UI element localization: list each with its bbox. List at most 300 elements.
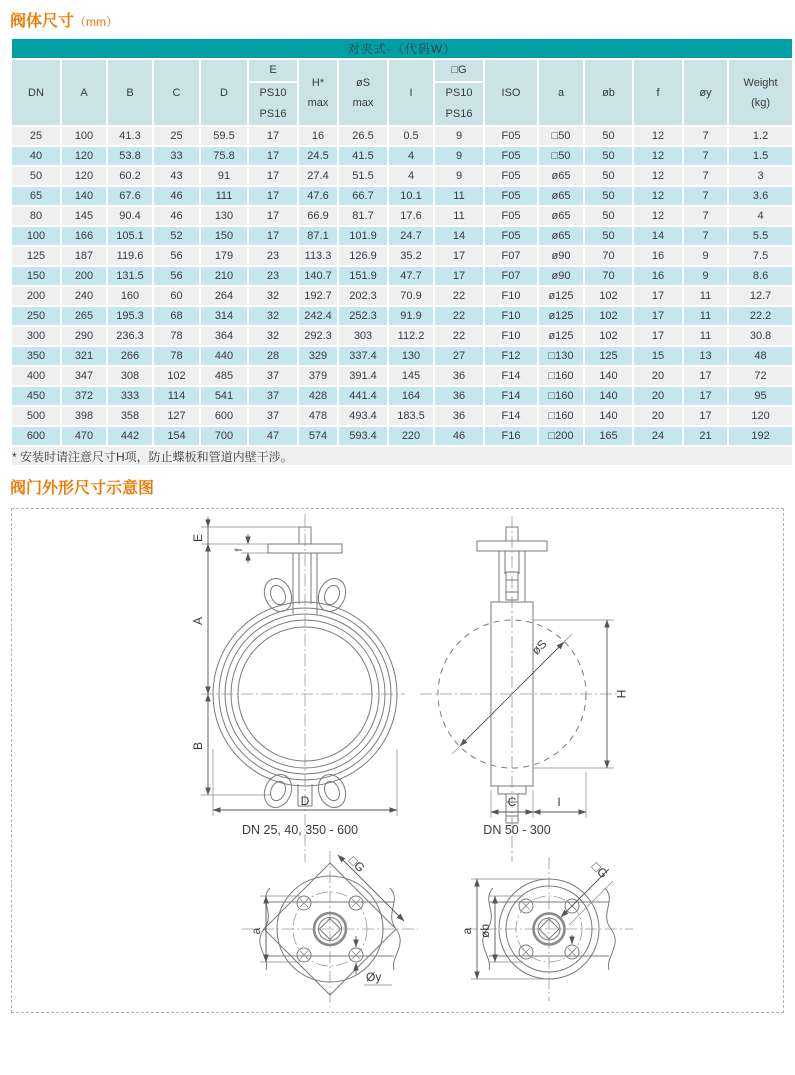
col-header-weight: Weight (kg) <box>728 59 793 126</box>
dimensions-table <box>10 37 794 467</box>
table-cell: 50 <box>584 126 633 146</box>
table-cell: 252.3 <box>338 306 388 326</box>
table-cell: 24.7 <box>388 226 434 246</box>
table-cell: 17 <box>683 386 728 406</box>
col-header-c: C <box>153 59 200 126</box>
table-cell: 46 <box>153 206 200 226</box>
table-cell: 78 <box>153 346 200 366</box>
col-header-i: I <box>388 59 434 126</box>
table-cell: ø65 <box>538 206 584 226</box>
table-cell: 111 <box>200 186 248 206</box>
table-cell: F10 <box>484 286 538 306</box>
table-cell: 12 <box>633 206 683 226</box>
table-cell: 52 <box>153 226 200 246</box>
table-cell: 47.6 <box>298 186 338 206</box>
table-cell: 119.6 <box>107 246 153 266</box>
table-cell: 183.5 <box>388 406 434 426</box>
table-cell: ø125 <box>538 306 584 326</box>
dim-label-os: øS <box>528 636 550 658</box>
table-cell: 187 <box>61 246 107 266</box>
table-cell: 50 <box>584 226 633 246</box>
table-cell: 102 <box>584 286 633 306</box>
table-cell: 50 <box>11 166 61 186</box>
table-cell: 56 <box>153 266 200 286</box>
table-cell: □50 <box>538 126 584 146</box>
table-cell: 47.7 <box>388 266 434 286</box>
table-cell: 8.6 <box>728 266 793 286</box>
table-cell: 398 <box>61 406 107 426</box>
table-cell: 192 <box>728 426 793 446</box>
table-row <box>11 206 793 226</box>
table-cell: 67.6 <box>107 186 153 206</box>
table-cell: 264 <box>200 286 248 306</box>
table-cell: 3.6 <box>728 186 793 206</box>
col-header-a2: a <box>538 59 584 126</box>
table-cell: 126.9 <box>338 246 388 266</box>
table-cell: ø65 <box>538 166 584 186</box>
table-cell: F14 <box>484 386 538 406</box>
table-cell: F05 <box>484 166 538 186</box>
table-cell: F07 <box>484 246 538 266</box>
table-cell: 22.2 <box>728 306 793 326</box>
col-header-b: B <box>107 59 153 126</box>
col-header-os-max: øS max <box>338 59 388 126</box>
table-cell: 46 <box>434 426 484 446</box>
table-cell: 7 <box>683 186 728 206</box>
table-cell: 210 <box>200 266 248 286</box>
table-cell: 4 <box>388 146 434 166</box>
dim-label-a: A <box>191 616 205 626</box>
table-cell: 91 <box>200 166 248 186</box>
table-cell: 593.4 <box>338 426 388 446</box>
table-cell: 27.4 <box>298 166 338 186</box>
table-cell: 12 <box>633 166 683 186</box>
table-row <box>11 166 793 186</box>
table-cell: F05 <box>484 146 538 166</box>
table-cell: 11 <box>434 186 484 206</box>
table-cell: ø90 <box>538 266 584 286</box>
table-cell: 32 <box>248 306 298 326</box>
table-cell: 600 <box>11 426 61 446</box>
table-row <box>11 326 793 346</box>
table-cell: 23 <box>248 266 298 286</box>
table-cell: 120 <box>61 146 107 166</box>
table-cell: 347 <box>61 366 107 386</box>
table-cell: 50 <box>584 146 633 166</box>
table-cell: 9 <box>434 146 484 166</box>
table-cell: 364 <box>200 326 248 346</box>
table-row <box>11 186 793 206</box>
table-cell: 478 <box>298 406 338 426</box>
table-row <box>11 126 793 146</box>
table-cell: 400 <box>11 366 61 386</box>
col-header-h-max: H* max <box>298 59 338 126</box>
table-cell: ø65 <box>538 226 584 246</box>
table-cell: 14 <box>633 226 683 246</box>
table-cell: □160 <box>538 406 584 426</box>
table-body <box>11 126 793 446</box>
table-note: * 安装时请注意尺寸H项，防止蝶板和管道内壁干涉。 <box>11 446 793 466</box>
dim-label-g2: □G <box>589 859 611 881</box>
table-cell: 7 <box>683 166 728 186</box>
table-cell: 46 <box>153 186 200 206</box>
table-cell: 5.5 <box>728 226 793 246</box>
table-cell: 100 <box>11 226 61 246</box>
table-cell: F10 <box>484 306 538 326</box>
table-cell: 24 <box>633 426 683 446</box>
table-cell: 700 <box>200 426 248 446</box>
table-cell: 130 <box>200 206 248 226</box>
table-cell: 10.1 <box>388 186 434 206</box>
table-cell: ø90 <box>538 246 584 266</box>
front-view-caption: DN 25, 40, 350 - 600 <box>241 823 359 837</box>
table-cell: 17 <box>633 286 683 306</box>
table-cell: 37 <box>248 406 298 426</box>
table-cell: 600 <box>200 406 248 426</box>
table-cell: 7 <box>683 146 728 166</box>
table-row <box>11 226 793 246</box>
table-cell: 166 <box>61 226 107 246</box>
table-cell: 179 <box>200 246 248 266</box>
table-cell: 202.3 <box>338 286 388 306</box>
table-cell: 51.5 <box>338 166 388 186</box>
table-cell: 91.9 <box>388 306 434 326</box>
table-cell: 11 <box>683 306 728 326</box>
table-cell: 120 <box>728 406 793 426</box>
table-cell: 35.2 <box>388 246 434 266</box>
table-cell: 17 <box>434 246 484 266</box>
col-header-dn: DN <box>11 59 61 126</box>
table-cell: 17 <box>633 306 683 326</box>
table-cell: 66.9 <box>298 206 338 226</box>
table-cell: □200 <box>538 426 584 446</box>
table-cell: 30.8 <box>728 326 793 346</box>
table-row <box>11 366 793 386</box>
table-row <box>11 386 793 406</box>
table-cell: 130 <box>388 346 434 366</box>
table-row <box>11 406 793 426</box>
table-cell: 145 <box>61 206 107 226</box>
dim-label-g: □G <box>346 853 368 875</box>
table-cell: 127 <box>153 406 200 426</box>
table-cell: □130 <box>538 346 584 366</box>
col-header-oy: øy <box>683 59 728 126</box>
table-cell: □160 <box>538 386 584 406</box>
table-cell: 102 <box>584 326 633 346</box>
front-view-drawing <box>191 514 405 862</box>
table-cell: 17 <box>248 146 298 166</box>
table-cell: 372 <box>61 386 107 406</box>
table-cell: 7 <box>683 226 728 246</box>
table-cell: 9 <box>683 246 728 266</box>
dim-label-h: H <box>614 689 628 699</box>
table-cell: 32 <box>248 326 298 346</box>
table-cell: 70.9 <box>388 286 434 306</box>
table-cell: 145 <box>388 366 434 386</box>
table-cell: 114 <box>153 386 200 406</box>
table-cell: 81.7 <box>338 206 388 226</box>
table-cell: 150 <box>11 266 61 286</box>
table-cell: F16 <box>484 426 538 446</box>
table-cell: ø65 <box>538 186 584 206</box>
table-cell: 125 <box>11 246 61 266</box>
table-cell: 3 <box>728 166 793 186</box>
table-cell: 12 <box>633 146 683 166</box>
table-cell: F10 <box>484 326 538 346</box>
table-row <box>11 266 793 286</box>
table-cell: 9 <box>434 126 484 146</box>
table-cell: 80 <box>11 206 61 226</box>
table-cell: 60.2 <box>107 166 153 186</box>
table-cell: 333 <box>107 386 153 406</box>
table-cell: 440 <box>200 346 248 366</box>
table-cell: 292.3 <box>298 326 338 346</box>
table-cell: 59.5 <box>200 126 248 146</box>
dim-label-i: I <box>557 795 561 809</box>
table-cell: 60 <box>153 286 200 306</box>
dim-label-oy: Øy <box>366 970 382 984</box>
table-cell: 56 <box>153 246 200 266</box>
table-cell: 32 <box>248 286 298 306</box>
table-cell: 17 <box>434 266 484 286</box>
table-cell: 140 <box>584 366 633 386</box>
table-cell: 350 <box>11 346 61 366</box>
table-band-title: 对夹式-（代码W） <box>11 38 793 59</box>
table-cell: 220 <box>388 426 434 446</box>
table-cell: 47 <box>248 426 298 446</box>
side-view-caption: DN 50 - 300 <box>483 823 551 837</box>
table-cell: 37 <box>248 386 298 406</box>
table-cell: 50 <box>584 206 633 226</box>
table-cell: 240 <box>61 286 107 306</box>
side-view-drawing <box>420 516 628 862</box>
table-cell: 1.2 <box>728 126 793 146</box>
table-cell: 265 <box>61 306 107 326</box>
table-cell: 28 <box>248 346 298 366</box>
table-cell: □160 <box>538 366 584 386</box>
table-cell: 574 <box>298 426 338 446</box>
table-cell: 485 <box>200 366 248 386</box>
table-cell: 329 <box>298 346 338 366</box>
table-cell: 90.4 <box>107 206 153 226</box>
table-cell: F05 <box>484 206 538 226</box>
table-cell: 113.3 <box>298 246 338 266</box>
dim-label-e: E <box>191 533 205 543</box>
table-cell: 17.6 <box>388 206 434 226</box>
table-cell: 22 <box>434 326 484 346</box>
table-cell: 15 <box>633 346 683 366</box>
table-cell: 470 <box>61 426 107 446</box>
table-cell: 11 <box>434 206 484 226</box>
table-cell: 25 <box>153 126 200 146</box>
table-cell: 40 <box>11 146 61 166</box>
table-cell: 266 <box>107 346 153 366</box>
table-cell: 493.4 <box>338 406 388 426</box>
table-cell: 7.5 <box>728 246 793 266</box>
table-cell: 43 <box>153 166 200 186</box>
table-cell: 140.7 <box>298 266 338 286</box>
dim-label-d: D <box>300 794 310 808</box>
table-cell: ø125 <box>538 286 584 306</box>
dim-label-c: C <box>507 795 517 809</box>
section-title-outline <box>0 467 795 504</box>
table-cell: 68 <box>153 306 200 326</box>
table-cell: 33 <box>153 146 200 166</box>
col-header-f: f <box>633 59 683 126</box>
table-cell: 16 <box>633 246 683 266</box>
table-cell: 140 <box>584 406 633 426</box>
table-cell: 17 <box>248 206 298 226</box>
table-cell: 78 <box>153 326 200 346</box>
table-cell: 36 <box>434 406 484 426</box>
top-view-round-pad <box>460 857 633 1001</box>
table-cell: 37 <box>248 366 298 386</box>
table-cell: 125 <box>584 346 633 366</box>
table-cell: 441.4 <box>338 386 388 406</box>
table-cell: 150 <box>200 226 248 246</box>
table-cell: 17 <box>248 226 298 246</box>
table-cell: 164 <box>388 386 434 406</box>
table-cell: 36 <box>434 386 484 406</box>
table-cell: 9 <box>683 266 728 286</box>
table-cell: 48 <box>728 346 793 366</box>
table-cell: 140 <box>61 186 107 206</box>
table-cell: 105.1 <box>107 226 153 246</box>
table-cell: 12 <box>633 186 683 206</box>
table-cell: 442 <box>107 426 153 446</box>
table-cell: 70 <box>584 246 633 266</box>
table-cell: 4 <box>388 166 434 186</box>
table-cell: 11 <box>683 286 728 306</box>
table-cell: 428 <box>298 386 338 406</box>
table-cell: 12.7 <box>728 286 793 306</box>
table-row <box>11 146 793 166</box>
table-cell: 20 <box>633 366 683 386</box>
col-header-g: □G PS10 PS16 <box>434 59 484 126</box>
table-cell: 102 <box>153 366 200 386</box>
table-cell: 1.5 <box>728 146 793 166</box>
table-cell: 66.7 <box>338 186 388 206</box>
table-cell: 87.1 <box>298 226 338 246</box>
diagram-box <box>11 508 784 1013</box>
table-cell: F05 <box>484 226 538 246</box>
table-cell: 14 <box>434 226 484 246</box>
table-cell: 300 <box>11 326 61 346</box>
table-cell: ø125 <box>538 326 584 346</box>
table-cell: 41.3 <box>107 126 153 146</box>
col-header-iso: ISO <box>484 59 538 126</box>
table-cell: 120 <box>61 166 107 186</box>
table-cell: 101.9 <box>338 226 388 246</box>
dim-label-a-outer: a <box>460 927 474 935</box>
table-cell: 0.5 <box>388 126 434 146</box>
table-row <box>11 286 793 306</box>
table-cell: 23 <box>248 246 298 266</box>
table-cell: 36 <box>434 366 484 386</box>
col-header-a: A <box>61 59 107 126</box>
table-cell: 165 <box>584 426 633 446</box>
table-cell: 290 <box>61 326 107 346</box>
table-cell: F05 <box>484 126 538 146</box>
table-cell: F05 <box>484 186 538 206</box>
table-cell: 72 <box>728 366 793 386</box>
table-cell: 242.4 <box>298 306 338 326</box>
table-cell: 95 <box>728 386 793 406</box>
table-cell: 25 <box>11 126 61 146</box>
table-cell: 192.7 <box>298 286 338 306</box>
table-cell: 24.5 <box>298 146 338 166</box>
table-cell: 41.5 <box>338 146 388 166</box>
table-cell: 308 <box>107 366 153 386</box>
valve-outline-diagram <box>12 509 781 1010</box>
table-cell: 75.8 <box>200 146 248 166</box>
table-cell: 112.2 <box>388 326 434 346</box>
table-row <box>11 306 793 326</box>
table-cell: 321 <box>61 346 107 366</box>
table-cell: 541 <box>200 386 248 406</box>
table-cell: 16 <box>633 266 683 286</box>
table-cell: 65 <box>11 186 61 206</box>
table-cell: 9 <box>434 166 484 186</box>
table-cell: 17 <box>248 126 298 146</box>
table-cell: 13 <box>683 346 728 366</box>
table-cell: F12 <box>484 346 538 366</box>
table-cell: 20 <box>633 386 683 406</box>
table-cell: 27 <box>434 346 484 366</box>
table-cell: 17 <box>248 186 298 206</box>
table-cell: 140 <box>584 386 633 406</box>
table-cell: 391.4 <box>338 366 388 386</box>
top-view-square-pad <box>242 851 418 1007</box>
table-cell: 500 <box>11 406 61 426</box>
table-cell: 20 <box>633 406 683 426</box>
section-title-unit: （mm） <box>74 15 119 29</box>
table-cell: 70 <box>584 266 633 286</box>
table-cell: 26.5 <box>338 126 388 146</box>
table-cell: 195.3 <box>107 306 153 326</box>
table-cell: 16 <box>298 126 338 146</box>
table-cell: 50 <box>584 166 633 186</box>
dim-label-a-pad: a <box>249 927 263 935</box>
col-header-e: E PS10 PS16 <box>248 59 298 126</box>
table-cell: 200 <box>11 286 61 306</box>
table-cell: 22 <box>434 306 484 326</box>
col-header-d: D <box>200 59 248 126</box>
table-cell: 131.5 <box>107 266 153 286</box>
table-cell: F14 <box>484 366 538 386</box>
table-cell: 337.4 <box>338 346 388 366</box>
col-header-ob: øb <box>584 59 633 126</box>
table-cell: 100 <box>61 126 107 146</box>
table-cell: 12 <box>633 126 683 146</box>
dim-label-f: f <box>234 548 245 552</box>
table-cell: 50 <box>584 186 633 206</box>
dim-label-ob: øb <box>478 923 492 939</box>
table-cell: 314 <box>200 306 248 326</box>
table-cell: 17 <box>633 326 683 346</box>
table-row <box>11 426 793 446</box>
table-cell: 154 <box>153 426 200 446</box>
table-cell: 11 <box>683 326 728 346</box>
table-cell: 358 <box>107 406 153 426</box>
table-cell: 450 <box>11 386 61 406</box>
table-cell: 303 <box>338 326 388 346</box>
table-row <box>11 246 793 266</box>
table-cell: 160 <box>107 286 153 306</box>
table-cell: 7 <box>683 126 728 146</box>
table-cell: 17 <box>683 366 728 386</box>
dim-label-b: B <box>191 741 205 751</box>
